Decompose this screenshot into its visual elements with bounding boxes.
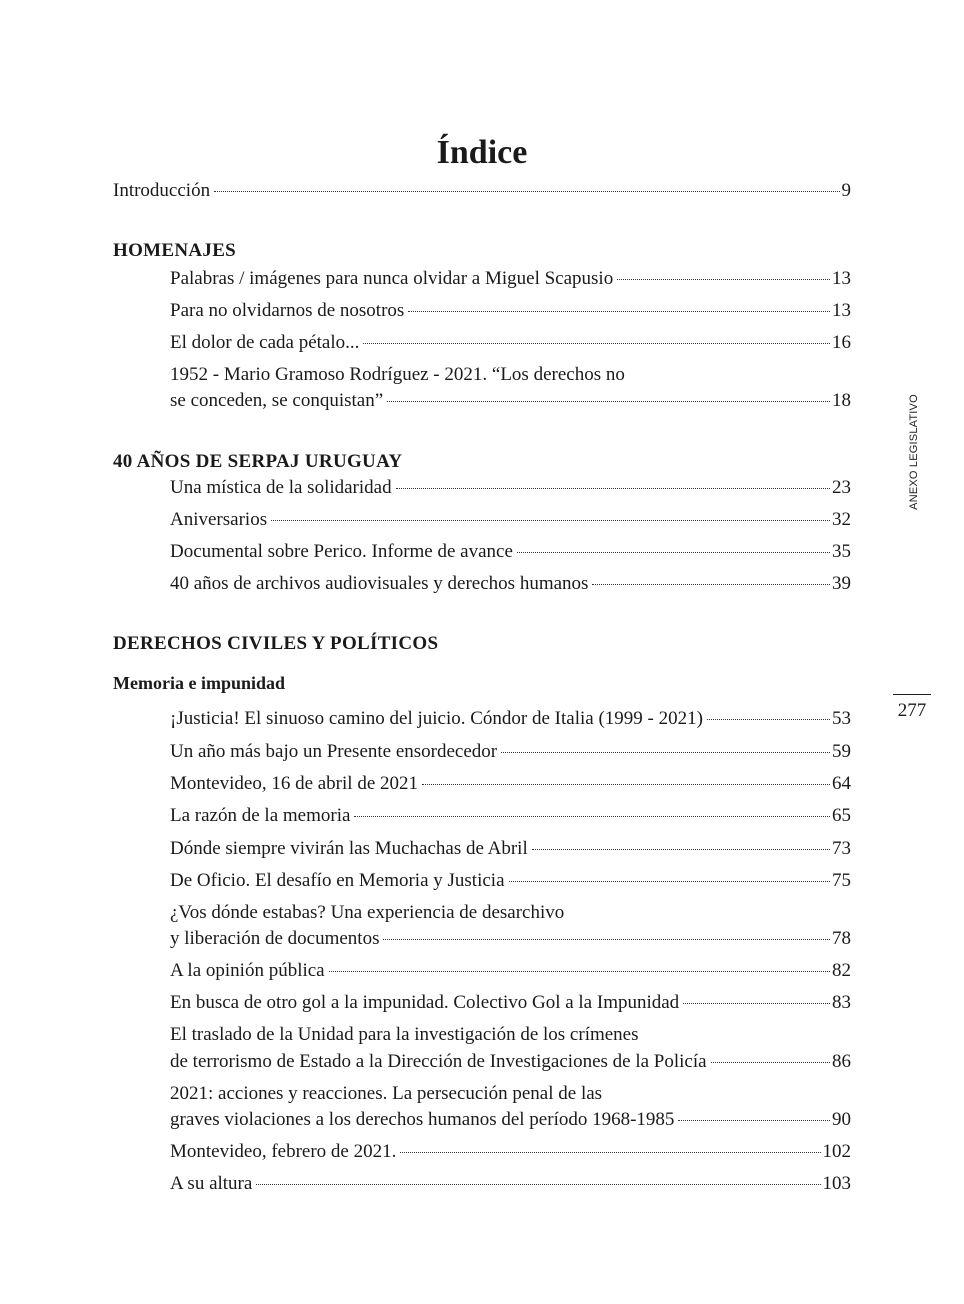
toc-entry-text: Introducción [113,180,211,201]
toc-entry-text: Dónde siempre vivirán las Muchachas de Abril [170,838,528,859]
toc-entry[interactable] [170,1050,851,1074]
toc-entry[interactable] [170,772,851,796]
toc-entry[interactable] [170,959,851,983]
toc-entry-first-line: 1952 - Mario Gramoso Rodríguez - 2021. “Los derechos no [170,364,625,385]
toc-entry-text: graves violaciones a los derechos humanos del período 1968-1985 [170,1109,675,1130]
dot-leader [256,1184,820,1185]
toc-entry[interactable] [170,508,851,532]
toc-entry-page: 59 [832,741,851,762]
toc-entry-page: 82 [832,960,851,981]
dot-leader [396,488,830,489]
toc-entry[interactable] [170,389,851,413]
dot-leader [408,311,830,312]
section-heading-serpaj: 40 AÑOS DE SERPAJ URUGUAY [113,451,403,472]
toc-entry-page: 53 [832,708,851,729]
toc-entry-text: Montevideo, febrero de 2021. [170,1141,397,1162]
toc-entry-introduccion[interactable] [113,179,851,203]
toc-entry-text: Montevideo, 16 de abril de 2021 [170,773,419,794]
page-number: 277 [893,694,931,723]
toc-entry-page: 90 [832,1109,851,1130]
toc-entry[interactable] [170,837,851,861]
toc-entry-page: 9 [841,180,851,201]
toc-entry-text: A su altura [170,1173,253,1194]
dot-leader [363,343,830,344]
toc-entry-page: 23 [832,477,851,498]
toc-entry-text: Documental sobre Perico. Informe de avance [170,541,513,562]
dot-leader [501,752,830,753]
toc-entry-page: 86 [832,1051,851,1072]
toc-entry-text: se conceden, se conquistan” [170,390,384,411]
dot-leader [383,939,830,940]
toc-entry-page: 16 [832,332,851,353]
toc-entry-text: Para no olvidarnos de nosotros [170,300,405,321]
side-running-header-text: ANEXO LEGISLATIVO [908,394,920,510]
dot-leader [271,520,830,521]
toc-entry-first-line: ¿Vos dónde estabas? Una experiencia de desarchivo [170,902,565,923]
dot-leader [329,971,830,972]
toc-entry-text: El dolor de cada pétalo... [170,332,360,353]
toc-entry-page: 35 [832,541,851,562]
toc-entry[interactable] [170,331,851,355]
toc-entry-text: Un año más bajo un Presente ensordecedor [170,741,498,762]
toc-entry-text: De Oficio. El desafío en Memoria y Justicia [170,870,505,891]
toc-entry[interactable] [170,869,851,893]
toc-entry[interactable] [170,707,851,731]
toc-entry-page: 18 [832,390,851,411]
section-heading-derechos: DERECHOS CIVILES Y POLÍTICOS [113,633,439,654]
toc-entry-page: 65 [832,805,851,826]
toc-entry[interactable] [170,1108,851,1132]
toc-entry[interactable] [170,1140,851,1164]
toc-entry-text: y liberación de documentos [170,928,380,949]
dot-leader [592,584,830,585]
page-title: Índice [436,133,528,171]
dot-leader [617,279,830,280]
toc-entry[interactable] [170,991,851,1015]
toc-entry[interactable] [170,267,851,291]
section-heading-homenajes: HOMENAJES [113,240,237,261]
subsection-heading-memoria: Memoria e impunidad [113,673,286,693]
toc-entry[interactable] [170,927,851,951]
toc-entry-text: de terrorismo de Estado a la Dirección de Investigaciones de la Policía [170,1051,707,1072]
toc-entry[interactable] [170,299,851,323]
dot-leader [422,784,830,785]
toc-entry-text: La razón de la memoria [170,805,351,826]
toc-entry-page: 64 [832,773,851,794]
toc-entry-page: 13 [832,300,851,321]
toc-entry-page: 73 [832,838,851,859]
dot-leader [354,816,830,817]
dot-leader [509,881,830,882]
dot-leader [711,1062,830,1063]
dot-leader [214,191,839,192]
toc-entry[interactable] [170,540,851,564]
toc-entry-text: Aniversarios [170,509,268,530]
toc-entry-page: 103 [822,1173,851,1194]
toc-entry[interactable] [170,740,851,764]
toc-entry[interactable] [170,572,851,596]
toc-entry-page: 32 [832,509,851,530]
toc-entry-text: A la opinión pública [170,960,325,981]
side-running-header [900,388,928,516]
toc-entry-page: 39 [832,573,851,594]
toc-entry[interactable] [170,476,851,500]
toc-entry-text: Una mística de la solidaridad [170,477,392,498]
toc-entry-page: 75 [832,870,851,891]
dot-leader [400,1152,820,1153]
toc-entry-first-line: El traslado de la Unidad para la investigación de los crímenes [170,1024,639,1045]
toc-entry[interactable] [170,1172,851,1196]
toc-entry-page: 78 [832,928,851,949]
toc-entry-page: 13 [832,268,851,289]
toc-entry-text: Palabras / imágenes para nunca olvidar a Miguel Scapusio [170,268,614,289]
toc-entry[interactable] [170,804,851,828]
toc-entry-text: ¡Justicia! El sinuoso camino del juicio. Cóndor de Italia (1999 - 2021) [170,708,703,729]
toc-entry-first-line: 2021: acciones y reacciones. La persecución penal de las [170,1083,603,1104]
toc-entry-page: 102 [822,1141,851,1162]
dot-leader [707,719,830,720]
dot-leader [532,849,830,850]
dot-leader [683,1003,830,1004]
toc-entry-text: 40 años de archivos audiovisuales y derechos humanos [170,573,589,594]
dot-leader [517,552,830,553]
dot-leader [387,401,830,402]
dot-leader [678,1120,830,1121]
toc-entry-page: 83 [832,992,851,1013]
toc-entry-text: En busca de otro gol a la impunidad. Colectivo Gol a la Impunidad [170,992,680,1013]
